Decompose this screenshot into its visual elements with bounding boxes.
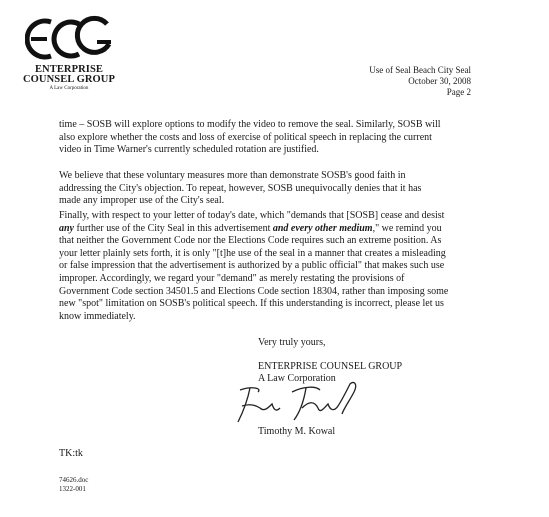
document-number: 74626.doc (59, 476, 89, 484)
header-date: October 30, 2008 (408, 76, 471, 86)
text-fragment: further use of the City Seal in this advertisement (74, 222, 273, 234)
header-page: Page 2 (446, 87, 471, 97)
body-paragraph-1 (59, 119, 499, 157)
handwritten-signature (232, 378, 362, 428)
closing-salutation: Very truly yours, (258, 337, 326, 348)
emphasis-any: any (59, 222, 74, 234)
text-line: your letter plainly sets forth, it is only "[t]he use of the seal in a manner that creates a misleading (59, 247, 446, 259)
text-line: addressing the City's objection. To repeat, however, SOSB unequivocally denies that it has (59, 182, 422, 194)
body-paragraph-2 (59, 170, 499, 208)
text-line (59, 223, 499, 236)
header-subject: Use of Seal Beach City Seal (369, 65, 471, 75)
firm-name-line2: COUNSEL GROUP (22, 74, 116, 85)
firm-subtitle: A Law Corporation (49, 86, 89, 91)
text-line: new "spot" limitation on SOSB's political speech. If this understanding is incorrect, please let us (59, 298, 444, 310)
body-paragraph-3 (59, 210, 499, 323)
text-line: or false impression that the advertisement is authorized by a public official" that makes such use (59, 260, 445, 272)
reference-number: 1322-001 (59, 485, 86, 493)
text-line: We believe that these voluntary measures more than demonstrate SOSB's good faith in (59, 170, 406, 181)
text-line: made any improper use of the City's seal. (59, 195, 225, 207)
text-line: video in Time Warner's currently scheduled rotation are justified. (59, 144, 319, 156)
firm-name-line1: ENTERPRISE (34, 64, 104, 75)
signer-name: Timothy M. Kowal (258, 426, 336, 437)
text-line: that neither the Government Code nor the Elections Code requires such an extreme position. As (59, 235, 442, 247)
text-line: improper. Accordingly, we regard your "demand" as merely restating the provisions of (59, 272, 405, 284)
emphasis-every-other-medium: and every other medium (272, 222, 373, 234)
closing-firm: ENTERPRISE COUNSEL GROUP (258, 361, 403, 372)
text-line: Government Code section 34501.5 and Elections Code section 18304, rather than imposing some (59, 285, 449, 297)
text-line: know immediately. (59, 310, 136, 322)
text-line: time – SOSB will explore options to modify the video to remove the seal. Similarly, SOSB will (59, 119, 441, 130)
text-line: Finally, with respect to your letter of today's date, which "demands that [SOSB] cease and desist (59, 210, 445, 221)
text-line: also explore whether the costs and loss of exercise of political speech in replacing the current (59, 131, 432, 143)
closing-firm-subtitle: A Law Corporation (258, 373, 336, 384)
typist-initials: TK:tk (59, 448, 83, 459)
text-fragment: ," we remind you (372, 222, 442, 234)
